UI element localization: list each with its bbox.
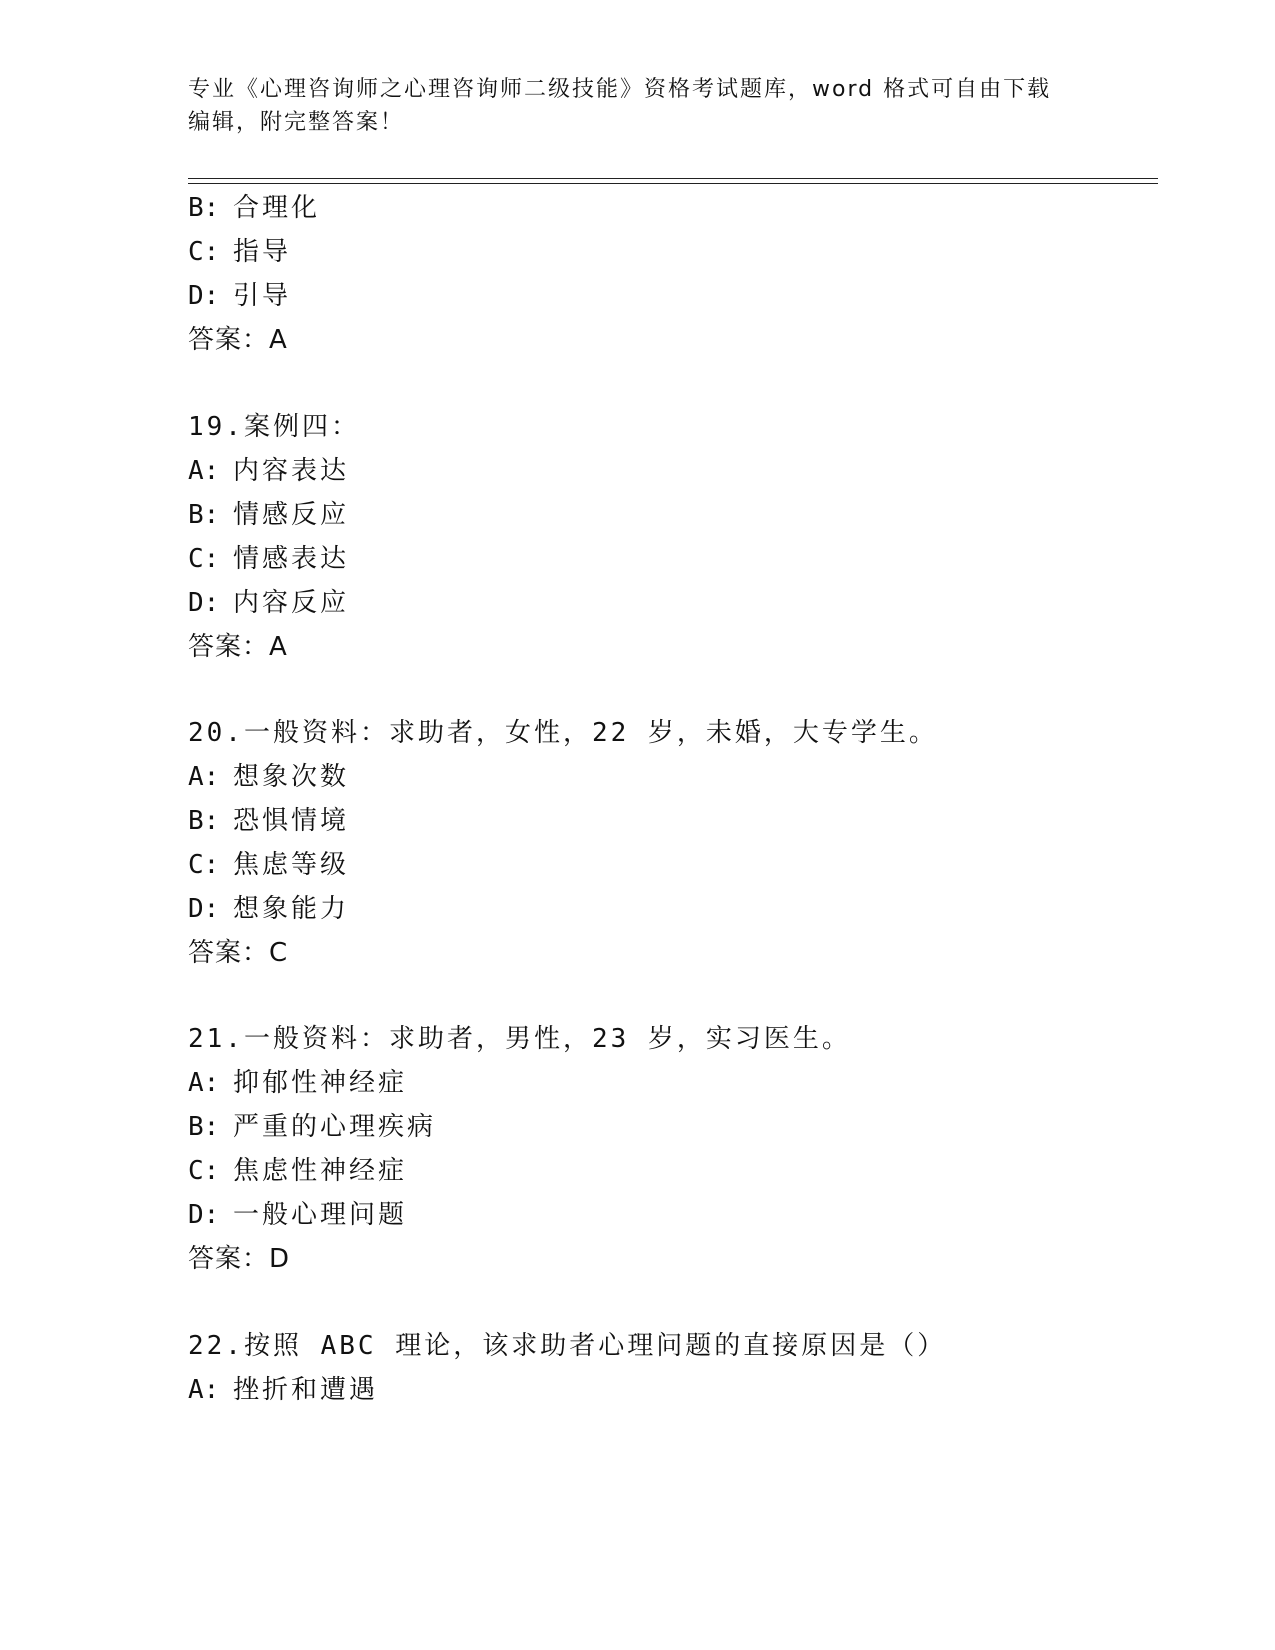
option-label: A: (188, 456, 220, 486)
q20-option-c (188, 847, 349, 883)
option-label: A: (188, 1375, 220, 1405)
q19-option-b (188, 497, 349, 533)
q18-answer: 答案：A (188, 325, 288, 355)
q19-answer: 答案：A (188, 632, 288, 662)
option-text: 情感表达 (233, 544, 350, 574)
option-label: D: (188, 894, 220, 924)
q19-option-d (188, 585, 349, 621)
header-divider-top (188, 178, 1158, 179)
q21-option-a (188, 1065, 407, 1101)
option-text: 内容反应 (233, 588, 350, 618)
option-label: B: (188, 806, 220, 836)
q21-option-b (188, 1109, 436, 1145)
header-line-2: 编辑，附完整答案！ (188, 110, 405, 135)
option-label: D: (188, 281, 220, 311)
option-text: 焦虑等级 (233, 850, 350, 880)
q18-option-c (188, 234, 291, 270)
q19-stem: 19.案例四： (188, 412, 360, 442)
q21-answer: 答案：D (188, 1244, 291, 1274)
header-line-1: 专业《心理咨询师之心理咨询师二级技能》资格考试题库，word 格式可自由下载 (188, 77, 1052, 102)
q22-option-a (188, 1372, 378, 1408)
q22-stem: 22.按照 ABC 理论，该求助者心理问题的直接原因是（） (188, 1331, 947, 1361)
option-text: 挫折和遭遇 (233, 1375, 379, 1405)
option-text: 想象次数 (233, 762, 350, 792)
option-label: B: (188, 193, 220, 223)
option-label: D: (188, 588, 220, 618)
q21-stem: 21.一般资料：求助者，男性，23 岁，实习医生。 (188, 1024, 851, 1054)
option-text: 焦虑性神经症 (233, 1156, 408, 1186)
q20-option-d (188, 891, 349, 927)
option-label: A: (188, 1068, 220, 1098)
option-label: D: (188, 1200, 220, 1230)
q20-option-b (188, 803, 349, 839)
option-label: C: (188, 850, 220, 880)
q21-option-d (188, 1197, 407, 1233)
q18-option-d (188, 278, 291, 314)
option-text: 引导 (233, 281, 292, 311)
header-divider-bottom (188, 183, 1158, 184)
option-text: 严重的心理疾病 (233, 1112, 437, 1142)
q18-option-b (188, 190, 320, 226)
option-text: 想象能力 (233, 894, 350, 924)
option-text: 指导 (233, 237, 292, 267)
q20-answer: 答案：C (188, 938, 289, 968)
option-text: 抑郁性神经症 (233, 1068, 408, 1098)
option-label: B: (188, 500, 220, 530)
option-text: 恐惧情境 (233, 806, 350, 836)
option-label: C: (188, 544, 220, 574)
option-text: 合理化 (233, 193, 321, 223)
option-label: B: (188, 1112, 220, 1142)
option-text: 情感反应 (233, 500, 350, 530)
q19-option-a (188, 453, 349, 489)
q20-stem: 20.一般资料：求助者，女性，22 岁，未婚，大专学生。 (188, 718, 938, 748)
option-label: C: (188, 237, 220, 267)
q19-option-c (188, 541, 349, 577)
option-text: 一般心理问题 (233, 1200, 408, 1230)
option-text: 内容表达 (233, 456, 350, 486)
q21-option-c (188, 1153, 407, 1189)
option-label: A: (188, 762, 220, 792)
q20-option-a (188, 759, 349, 795)
option-label: C: (188, 1156, 220, 1186)
